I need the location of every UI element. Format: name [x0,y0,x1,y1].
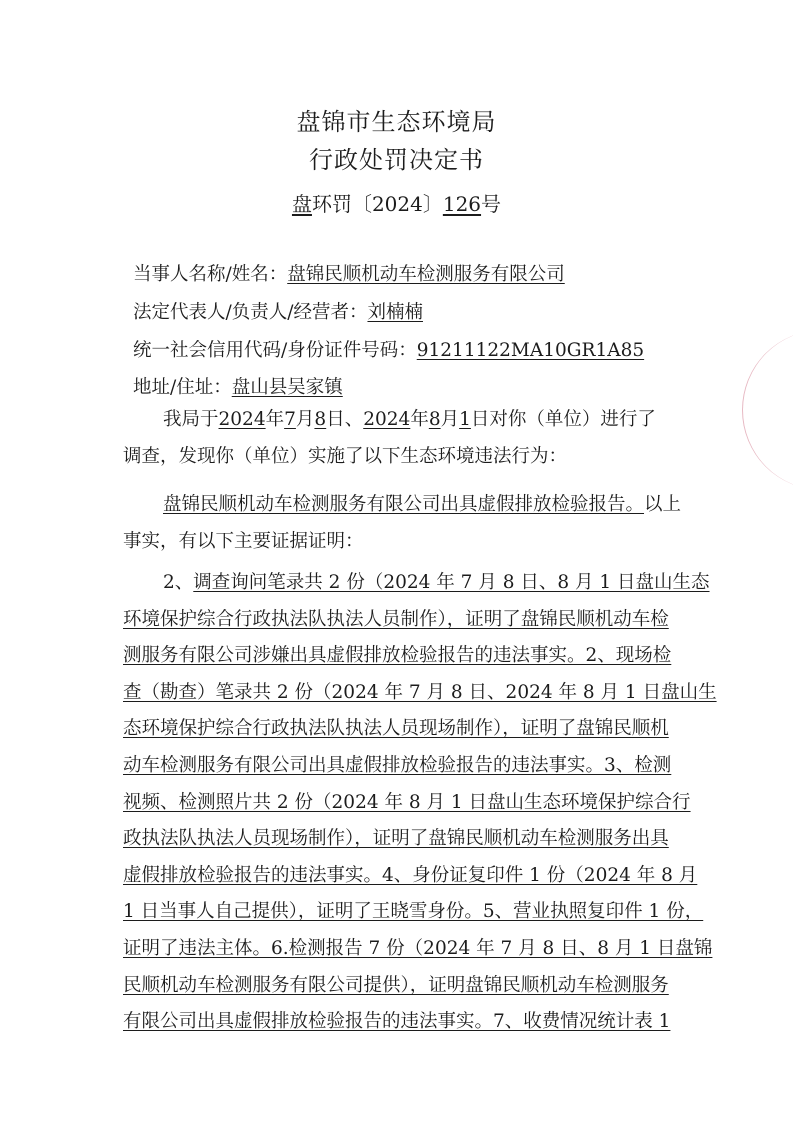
doc-number-prefix: 盘 [291,192,312,216]
evidence-line-12: 民顺机动车检测服务有限公司提供），证明盘锦民顺机动车检测服务 [123,974,669,996]
evidence-line-9: 虚假排放检验报告的违法事实。4、身份证复印件 1 份（2024 年 8 月 [123,864,698,886]
investigation-paragraph [123,402,683,475]
address-label: 地址/住址： [133,377,232,398]
evidence-line-3: 测服务有限公司涉嫌出具虚假排放检验报告的违法事实。2、现场检 [123,645,672,667]
investigation-line-1: 我局于2024年7月8日、2024年8月1日对你（单位）进行了 [163,409,656,430]
seal-stamp-edge [742,330,793,490]
evidence-line-10: 1 日当事人自己提供），证明了王晓雪身份。5、营业执照复印件 1 份， [123,901,704,923]
address-value: 盘山县吴家镇 [231,377,343,398]
document-title: 行政处罚决定书 [309,146,484,174]
legal-rep-value: 刘楠楠 [367,302,423,323]
evidence-line-8: 政执法队执法人员现场制作），证明了盘锦民顺机动车检测服务出具 [123,828,669,850]
evidence-paragraph [123,565,717,1041]
doc-number-mid: 环罚〔2024〕 [311,192,443,216]
legal-rep-label: 法定代表人/负责人/经营者： [133,302,368,323]
doc-number-num: 126 [442,192,482,216]
investigation-line-2: 调查，发现你（单位）实施了以下生态环境违法行为： [123,445,568,467]
violation-paragraph [123,487,683,560]
credit-code-row [133,336,644,362]
evidence-line-2: 环境保护综合行政执法队执法人员制作），证明了盘锦民顺机动车检 [123,608,669,630]
party-name-value: 盘锦民顺机动车检测服务有限公司 [287,264,565,285]
party-name-row [133,260,565,286]
document-number [0,188,793,217]
address-row [133,373,343,399]
violation-line-2: 事实，有以下主要证据证明： [123,530,364,552]
evidence-line-11: 证明了违法主体。6.检测报告 7 份（2024 年 7 月 8 日、8 月 1 日盘锦 [123,937,713,959]
doc-number-suffix: 号 [481,192,502,216]
evidence-line-13: 有限公司出具虚假排放检验报告的违法事实。7、收费情况统计表 1 [123,1011,671,1033]
evidence-line-7: 视频、检测照片共 2 份（2024 年 8 月 1 日盘山生态环境保护综合行 [123,791,691,813]
credit-code-label: 统一社会信用代码/身份证件号码： [133,340,417,361]
legal-rep-row [133,298,423,324]
agency-name: 盘锦市生态环境局 [296,108,497,136]
evidence-line-4: 查（勘查）笔录共 2 份（2024 年 7 月 8 日、2024 年 8 月 1 日盘山生 [123,681,717,703]
evidence-line-5: 态环境保护综合行政执法队执法人员现场制作），证明了盘锦民顺机 [123,718,669,740]
credit-code-value: 91211122MA10GR1A85 [416,340,645,361]
evidence-line-1: 2、调查询问笔录共 2 份（2024 年 7 月 8 日、8 月 1 日盘山生态 [163,572,710,593]
evidence-line-6: 动车检测服务有限公司出具虚假排放检验报告的违法事实。3、检测 [123,754,672,776]
violation-line-1: 盘锦民顺机动车检测服务有限公司出具虚假排放检验报告。以上 [163,494,682,515]
party-name-label: 当事人名称/姓名： [133,264,288,285]
